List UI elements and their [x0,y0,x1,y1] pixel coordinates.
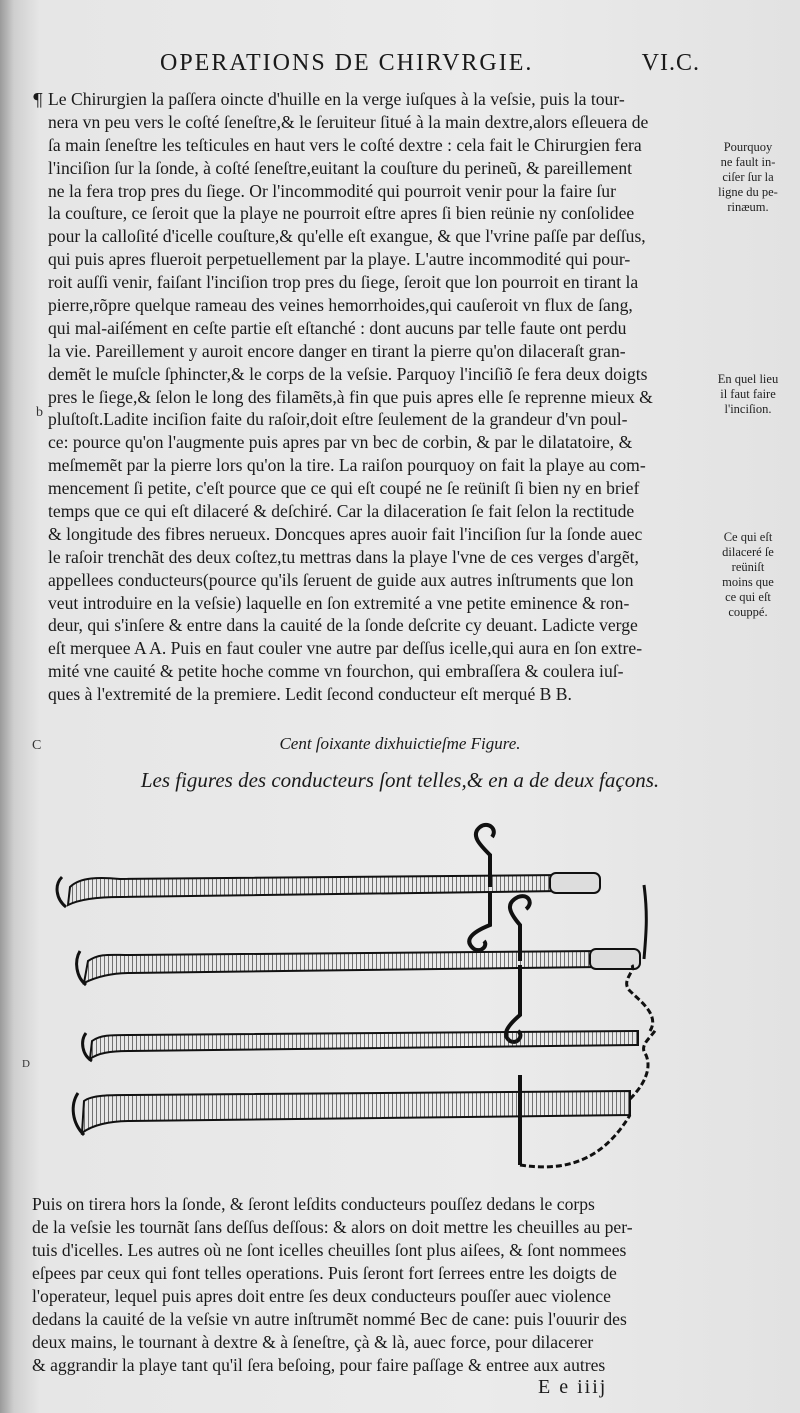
text-line: tuis d'icelles. Les autres où ne ſont icelles cheuilles ſont plus aiſees, & ſont nommees [32,1240,627,1260]
main-text-block [48,88,700,706]
margin-letter-c: C [32,738,42,753]
text-line: eſpees par ceux qui font telles operations. Puis ſeront fort ſerrees entre les doigts de [32,1263,617,1283]
text-line: Puis on tirera hors la ſonde, & ſeront leſdits conducteurs pouſſez dedans le corps [32,1194,595,1214]
pilcrow-mark: ¶ [32,90,44,111]
side-note-line: dilaceré ſe [722,545,774,559]
text-line: temps que ce qui eſt dilaceré & deſchiré. Car la dilaceration ſe fait ſelon la rectitude [48,501,635,522]
text-line: deux mains, le tournant à dextre & à ſeneſtre, çà & là, auec force, pour dilacerer [32,1332,594,1352]
text-line: dedans la cauité de la veſsie vn autre inſtrumẽt nommé Bec de cane: puis l'ouurir des [32,1309,627,1329]
text-line: nera vn peu vers le coſté ſeneſtre,& le ſeruiteur ſitué à la main dextre,alors eſleuera de [48,111,649,132]
side-note-line: ligne du pe- [718,185,778,199]
text-line: mité vne cauité & petite hoche comme vn fourchon, qui embraſſera & coulera iuſ- [48,661,624,682]
signature-mark: E e iiij [538,1376,608,1398]
side-note-line: ne fault in- [720,155,776,169]
text-line: la vie. Pareillement y auroit encore danger en tirant la pierre qu'on dilaceraſt gran- [48,340,626,361]
text-line: qui mal-aiſément en ceſte partie eſt eſtanché : dont aucuns par telle faute ont perdu [48,317,627,338]
side-note-dilaceration [702,530,794,620]
side-note-line: ciſer ſur la [722,170,774,184]
text-line: mencement ſi petite, c'eſt pource que ce qui eſt coupé ne ſe reüniſt ſi bien ny en brief [48,478,640,499]
figure-title-caption: Les figures des conducteurs ſont telles,& en a de deux façons. [140,768,660,792]
text-line: demẽt le muſcle ſphincter,& le corps de la veſsie. Parquoy l'inciſiõ ſe fera deux doigts [48,363,648,384]
text-line: pres le ſiege,& ſelon le long des filamẽts,à fin que puis apres elle ſe reprenne mieux & [48,386,653,407]
conductor-rod-3 [83,965,653,1061]
conductors-woodcut-figure [40,815,680,1185]
conductor-rod-2 [77,885,647,1042]
text-line: l'operateur, lequel puis apres doit entre ſes deux conducteurs pouſſer auec violence [32,1286,611,1306]
page-header [160,50,700,90]
text-line: veut introduire en la veſsie) laquelle en ſon extremité a vne petite eminence & ron- [48,592,630,613]
side-note-line: ce qui eſt [725,590,771,604]
text-line: meſmemẽt par la pierre lors qu'on la tire. La raiſon pourquoy on fait la playe au com- [48,455,646,476]
text-line: pierre,rõpre quelque rameau des veines hemorrhoides,qui cauſeroit vn flux de ſang, [48,295,633,316]
side-note-line: En quel lieu [717,372,779,386]
figure-number-caption: Cent ſoixante dixhuictieſme Figure. [279,734,521,753]
text-line: ne la fera trop pres du ſiege. Or l'incommodité qui pourroit venir pour la faire ſur [48,180,616,201]
side-note-line: reüniſt [731,560,765,574]
text-line: ques à l'extremité de la premiere. Ledit ſecond conducteur eſt merqué B B. [48,684,572,705]
side-note-line: il faut faire [720,387,776,401]
text-line: & longitude des fibres nerueux. Doncques apres auoir fait l'inciſion ſur la ſonde auec [48,523,643,544]
running-title: OPERATIONS DE CHIRVRGIE. [160,50,534,76]
text-line: le raſoir trenchãt des deux coſtez,tu mettras dans la playe l'vne de ces verges d'argẽt, [48,546,639,567]
text-line: qui puis apres flueroit perpetuellement par la playe. L'autre incommodité qui pour- [48,249,631,270]
margin-letter-d: D [22,1058,30,1070]
text-line: & aggrandir la playe tant qu'il ſera beſoing, pour faire paſſage & entree aux autres [32,1355,606,1375]
folio-number: VI.C. [641,50,700,76]
side-note-perineum [702,140,794,215]
text-line: ce: pource qu'on l'augmente puis apres par vn bec de corbin, & par le dilatatoire, & [48,432,633,453]
text-line: eſt merquee A A. Puis en faut couler vne autre par deſſus icelle,qui aura en ſon extre- [48,638,643,659]
side-note-line: rinæum. [727,200,769,214]
text-line: l'inciſion ſur la ſonde, à coſté ſeneſtre,euitant la couſture du perineũ, & pareillement [48,157,633,178]
margin-letter-b: b [36,405,43,420]
side-note-line: Pourquoy [723,140,773,154]
text-line: Le Chirurgien la paſſera oincte d'huille en la verge iuſques à la veſsie, puis la tour- [48,89,625,109]
side-note-line: couppé. [728,605,768,619]
bottom-text-block [32,1193,700,1377]
text-line: pour la calloſité d'icelle couſture,& qu'elle eſt exangue, & que l'vrine paſſe par deſſus, [48,226,646,247]
side-note-line: moins que [722,575,774,589]
text-line: ſa main ſeneſtre les teſticules en haut vers le coſté dextre : cela fait le Chirurgien fera [48,134,642,155]
text-line: deur, qui s'inſere & entre dans la cauité de la ſonde deſcrite cy deuant. Ladicte verge [48,615,638,636]
text-line: de la veſsie les tournãt ſans deſſus deſſous: & alors on doit mettre les cheuilles au per- [32,1217,633,1237]
text-line: la couſture, ce ſeroit que la playe ne pourroit eſtre apres ſi bien reünie ny conſolidee [48,203,635,224]
side-note-incision-place [702,372,794,417]
side-note-line: Ce qui eſt [723,530,773,544]
text-line: appellees conducteurs(pource qu'ils ſeruent de guide aux autres inſtruments que lon [48,569,634,590]
text-line: pluſtoſt.Ladite inciſion faite du raſoir,doit eſtre ſeulement de la grandeur d'vn poul- [48,409,628,430]
text-line: roit auſſi venir, faiſant l'inciſion trop pres du ſiege, ſeroit que lon pourroit en tirant la [48,272,639,293]
side-note-line: l'inciſion. [724,402,772,416]
